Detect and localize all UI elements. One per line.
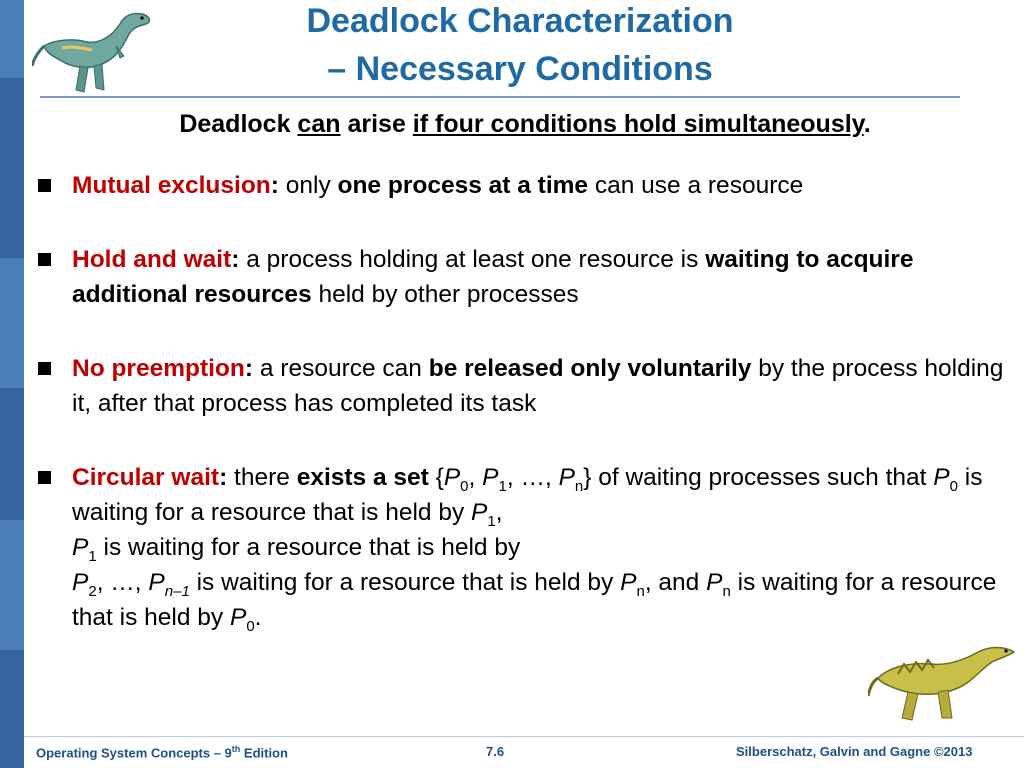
bullet-mutual-exclusion — [38, 168, 1008, 203]
condition-text: by the process holding it, after that process has completed its task — [72, 355, 1004, 417]
process-subscript: 0 — [246, 617, 255, 635]
bullet-no-preemption — [38, 351, 1008, 421]
process-symbol: P — [229, 604, 247, 631]
bullet-hold-and-wait — [38, 242, 1008, 312]
footer-divider — [24, 736, 1024, 737]
term-colon: : — [219, 464, 228, 491]
term-colon: : — [231, 246, 240, 273]
bullet-square-icon — [38, 471, 51, 484]
subtitle-text: Deadlock — [179, 110, 298, 138]
footer-edition-text: Edition — [240, 745, 288, 761]
condition-text: is waiting for a resource that is held by — [96, 534, 521, 561]
footer-authors: Silberschatz, Galvin and Gagne ©2013 — [736, 744, 973, 759]
process-subscript: 1 — [88, 547, 97, 565]
process-symbol: P — [620, 569, 637, 596]
condition-text: } of waiting processes such that — [583, 464, 934, 491]
condition-text: is waiting for a resource that is held by — [72, 569, 997, 631]
subtitle-underlined-can: can — [297, 110, 341, 138]
footer-book-title — [36, 744, 288, 760]
set-open: { — [428, 464, 444, 491]
condition-text: . — [254, 604, 262, 631]
subtitle-underlined-condition: if four conditions hold simultaneously — [412, 110, 864, 138]
process-subscript: 2 — [88, 582, 97, 600]
process-subscript: n — [574, 477, 584, 495]
process-symbol: P — [706, 569, 723, 596]
subtitle-period: . — [863, 110, 871, 138]
bullet-circular-wait — [38, 460, 1008, 635]
set-sep: , …, — [506, 464, 559, 491]
process-symbol: P — [471, 499, 488, 526]
slide-title-line-1: Deadlock Characterization — [306, 2, 734, 40]
process-symbol: P — [72, 534, 89, 561]
sidebar-segment — [0, 258, 24, 388]
subtitle-text: arise — [340, 110, 413, 138]
process-subscript: 0 — [949, 477, 958, 495]
condition-text: there — [227, 464, 297, 491]
condition-text: only — [278, 172, 338, 199]
condition-text: is waiting for a resource that is held by — [189, 569, 621, 596]
footer-edition-superscript: th — [231, 744, 241, 754]
condition-text: , — [495, 499, 503, 526]
bullet-square-icon — [38, 253, 51, 266]
condition-text: a resource can — [253, 355, 429, 382]
bullet-square-icon — [38, 362, 51, 375]
process-symbol: P — [72, 569, 89, 596]
condition-bold-text: be released only voluntarily — [428, 355, 752, 382]
process-symbol: P — [482, 464, 499, 491]
condition-text: , and — [644, 569, 707, 596]
condition-text: held by other processes — [311, 281, 579, 308]
conditions-list — [38, 168, 1008, 674]
term-colon: : — [270, 172, 279, 199]
slide-title-line-2: – Necessary Conditions — [327, 50, 713, 88]
process-subscript: 0 — [460, 477, 469, 495]
condition-term: No preemption — [72, 355, 245, 382]
condition-bold-text: one process at a time — [337, 172, 589, 199]
process-symbol: P — [443, 464, 461, 491]
left-sidebar-bar — [0, 0, 24, 768]
process-subscript: 1 — [498, 477, 507, 495]
condition-text: is waiting for a resource that is held by — [72, 464, 983, 526]
condition-term: Hold and wait — [72, 246, 232, 273]
condition-term: Mutual exclusion — [72, 172, 271, 199]
slide-subtitle — [30, 110, 1020, 139]
footer-page-number: 7.6 — [486, 744, 505, 759]
process-symbol: P — [148, 569, 165, 596]
process-subscript: n–1 — [164, 582, 190, 600]
process-subscript: 1 — [487, 512, 496, 530]
condition-bold-text: exists a set — [296, 464, 429, 491]
footer-book-title-text: Operating System Concepts – 9 — [36, 745, 232, 761]
condition-bold-text: waiting to acquire additional resources — [72, 246, 914, 308]
condition-text: , …, — [96, 569, 149, 596]
condition-text: a process holding at least one resource is — [239, 246, 706, 273]
bullet-square-icon — [38, 179, 51, 192]
condition-term: Circular wait — [72, 464, 220, 491]
set-sep: , — [468, 464, 483, 491]
sidebar-segment — [0, 520, 24, 650]
dinosaur-bottom-icon — [868, 638, 1018, 724]
process-symbol: P — [558, 464, 575, 491]
term-colon: : — [244, 355, 254, 382]
title-divider — [40, 96, 960, 98]
process-symbol: P — [933, 464, 950, 491]
process-subscript: n — [722, 582, 731, 600]
condition-text: can use a resource — [588, 172, 804, 199]
process-subscript: n — [636, 582, 645, 600]
